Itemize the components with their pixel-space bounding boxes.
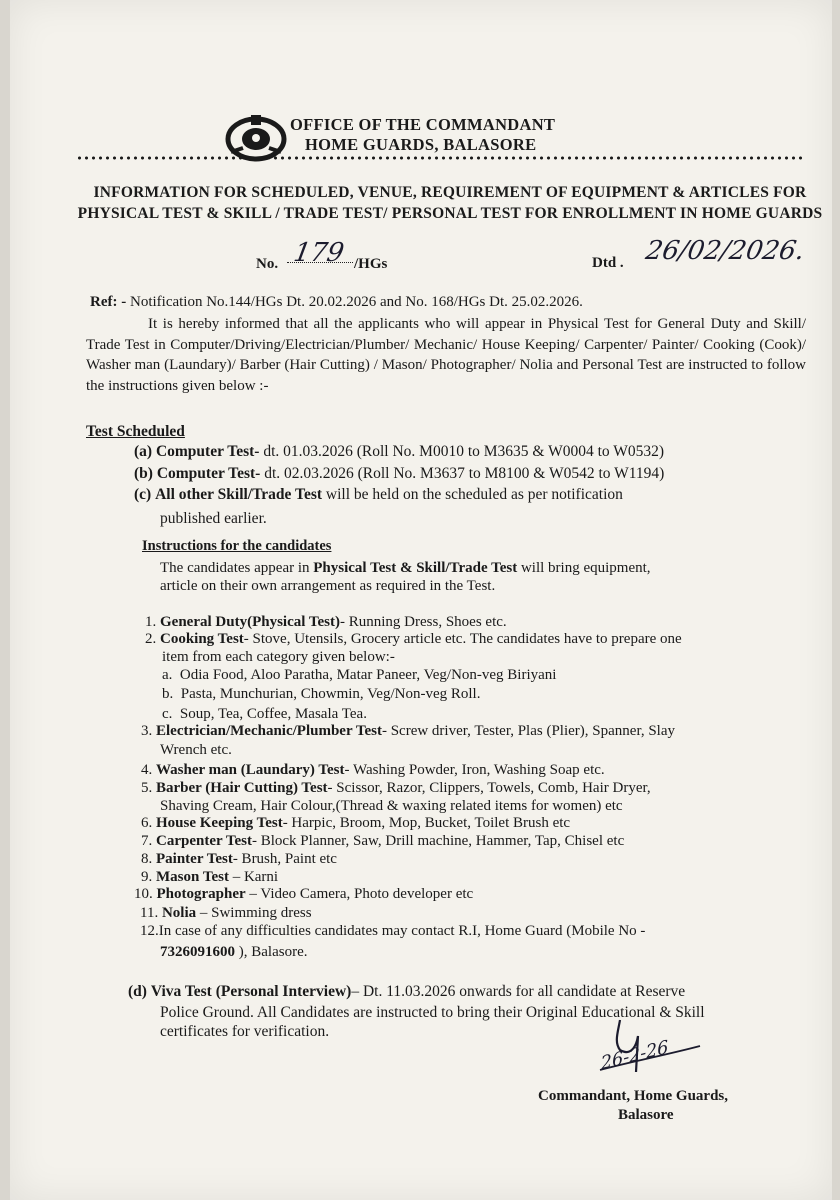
signatory-place: Balasore [618,1107,674,1123]
item-letter: c. [162,706,173,722]
signature-date: 26-2-26 [600,1036,670,1075]
schedule-title: All other Skill/Trade Test [155,486,323,503]
ref-no-value: 179 [291,238,347,268]
signatory-designation: Commandant, Home Guards, [538,1088,729,1104]
instructions-heading: Instructions for the candidates [142,538,332,554]
item-title: Electrician/Mechanic/Plumber Test [156,723,382,739]
instruction-item-8 [141,851,337,868]
viva-text: – Dt. 11.03.2026 onwards for all candidate at Reserve [351,983,686,1000]
schedule-item-c [134,486,623,504]
ref-no-suffix: /HGs [354,256,388,272]
reference-line [90,293,583,312]
item-text: – Video Camera, Photo developer etc [245,886,474,902]
cooking-category-a [162,667,556,684]
document-title: INFORMATION FOR SCHEDULED, VENUE, REQUIREMENT OF EQUIPMENT & ARTICLES FOR PHYSICAL TEST & SKILL / TRADE TEST/ PERSONAL TEST FOR ENROLLMENT IN HOME GUARDS [77,184,823,222]
item-title: Barber (Hair Cutting) Test [156,780,328,796]
cooking-category-c [162,706,367,723]
reference-text: Notification No.144/HGs Dt. 20.02.2026 and No. 168/HGs Dt. 25.02.2026. [129,294,583,310]
schedule-title: Computer Test- [155,443,260,460]
item-title: Mason Test [156,869,229,885]
item-title: General Duty(Physical Test) [160,614,340,630]
instruction-item-4 [141,762,605,779]
item-number: 1. [145,614,157,630]
viva-test-line [128,983,685,1001]
instruction-item-2 [145,631,682,648]
instruction-item-7 [141,833,624,850]
instruction-item-6 [141,815,570,832]
dotted-divider [76,155,806,161]
item-number: 5. [141,780,153,796]
schedule-item-a [134,443,664,461]
schedule-text: dt. 02.03.2026 (Roll No. M3637 to M8100 & W0542 to W1194) [260,465,665,482]
item-text: - Scissor, Razor, Clippers, Towels, Comb, Hair Dryer, [327,780,651,796]
item-number: 6. [141,815,153,831]
item-title: Carpenter Test [156,833,252,849]
item-title: Nolia [161,905,197,921]
reference-label: Ref: - [90,294,127,310]
item-title: House Keeping Test [156,815,283,831]
item-letter: a. [162,667,173,683]
instruction-item-2-continued: item from each category given below:- [162,649,395,665]
instructions-intro-text: The candidates appear in [160,560,314,576]
item-text: Odia Food, Aloo Paratha, Matar Paneer, Veg/Non-veg Biriyani [179,667,557,683]
schedule-text: dt. 01.03.2026 (Roll No. M0010 to M3635 & W0004 to W0532) [259,443,665,460]
office-title: OFFICE OF THE COMMANDANT [290,115,556,134]
item-title: Photographer [156,886,246,902]
item-text: ), Balasore. [235,944,308,960]
test-scheduled-heading: Test Scheduled [86,423,185,440]
intro-paragraph: It is hereby informed that all the applicants who will appear in Physical Test for General Duty and Skill/ Trade Test in Computer/Driving/Electrician/Plumber/ Mechanic/ House Keeping/ Carpenter/ Painter/ Cooking (Cook)/ Washer man (Laundary)/ Barber (Hair Cutting) / Mason/ Photographer/ Nolia and Personal Test are instructed to follow the instructions given below :- [86,316,806,394]
item-number: 8. [141,851,153,867]
instructions-intro-bold: Physical Test & Skill/Trade Test [313,560,518,576]
item-number: 11. [140,905,159,921]
item-title: Washer man (Laundary) Test [156,762,345,778]
instruction-item-9 [141,869,278,886]
item-number: 4. [141,762,153,778]
dated-value: 26/02/2026. [643,236,807,266]
item-text: – Karni [228,869,279,885]
item-title: Painter Test [156,851,233,867]
schedule-item-c-continued: published earlier. [160,510,267,527]
viva-title: Viva Test (Personal Interview) [150,983,352,1000]
item-number: 3. [141,723,153,739]
instruction-item-12-continued [160,944,307,961]
viva-line2: Police Ground. All Candidates are instructed to bring their Original Educational & Skill [160,1004,705,1021]
instructions-intro-text-end: will bring equipment, [517,560,651,576]
item-text: - Brush, Paint etc [232,851,337,867]
instruction-item-12 [140,923,645,940]
schedule-marker: (a) [134,443,153,460]
item-number: 10. [134,886,153,902]
item-number: 7. [141,833,153,849]
item-text: Pasta, Munchurian, Chowmin, Veg/Non-veg Roll. [180,686,481,702]
item-text: - Harpic, Broom, Mop, Bucket, Toilet Brush etc [282,815,571,831]
contact-mobile-number: 7326091600 [160,944,235,960]
item-text: Soup, Tea, Coffee, Masala Tea. [179,706,367,722]
item-text: - Block Planner, Saw, Drill machine, Hammer, Tap, Chisel etc [251,833,625,849]
item-text: - Stove, Utensils, Grocery article etc. The candidates have to prepare one [243,631,682,647]
item-letter: b. [162,686,174,702]
cooking-category-b [162,686,480,703]
item-text: In case of any difficulties candidates may contact R.I, Home Guard (Mobile No - [158,923,646,939]
instruction-item-1 [145,614,507,631]
viva-line3: certificates for verification. [160,1023,330,1040]
item-number: 9. [141,869,153,885]
schedule-marker: (c) [134,486,152,503]
ref-no-label: No. [256,256,279,272]
item-text: - Running Dress, Shoes etc. [340,614,507,630]
schedule-item-b [134,465,664,483]
instructions-intro [160,560,651,577]
dated-label: Dtd . [592,255,624,271]
instruction-item-5-continued: Shaving Cream, Hair Colour,(Thread & waxing related items for women) etc [160,798,623,814]
office-location: HOME GUARDS, BALASORE [305,135,537,154]
item-number: 2. [145,631,157,647]
schedule-title: Computer Test- [156,465,261,482]
item-text: - Screw driver, Tester, Plas (Plier), Spanner, Slay [381,723,676,739]
item-number: 12. [140,923,159,939]
instructions-intro-line2: article on their own arrangement as required in the Test. [160,578,496,594]
schedule-marker: (b) [134,465,153,482]
schedule-text: will be held on the scheduled as per notification [322,486,623,503]
item-text: - Washing Powder, Iron, Washing Soap etc. [344,762,605,778]
instruction-item-3 [141,723,675,740]
instruction-item-5 [141,780,651,797]
instruction-item-3-continued: Wrench etc. [160,742,232,758]
document-page [10,0,832,1200]
item-text: – Swimming dress [196,905,312,921]
viva-marker: (d) [128,983,147,1000]
item-title: Cooking Test [160,631,244,647]
instruction-item-11 [140,905,312,922]
instruction-item-10 [134,886,473,903]
